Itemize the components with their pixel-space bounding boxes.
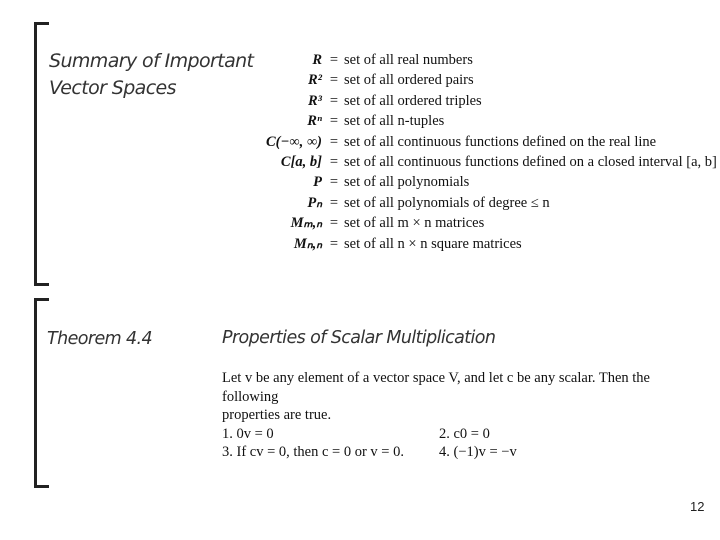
space-symbol: C(−∞, ∞) [265,133,322,150]
equals-sign: = [329,72,339,89]
space-definition: set of all ordered triples [344,92,482,109]
space-definition: set of all n-tuples [344,113,445,130]
summary-title-line1: Summary of Important [49,50,254,72]
equals-sign: = [329,133,339,150]
theorem-title: Properties of Scalar Multiplication [222,328,496,348]
theorem-body [222,369,704,462]
list-item [218,172,717,192]
list-item [218,213,717,233]
space-definition: set of all ordered pairs [344,72,474,89]
summary-title-line2: Vector Spaces [49,77,176,99]
list-item [218,91,717,111]
space-symbol: C[a, b] [280,153,322,170]
space-definition: set of all m × n matrices [344,215,485,232]
space-definition: set of all continuous functions defined on the real line [344,133,657,150]
property-item: 1. 0v = 0 [222,425,274,442]
property-list [222,425,704,462]
list-item [218,50,717,70]
property-item: 4. (−1)v = −v [439,444,517,460]
equals-sign: = [329,215,339,232]
summary-bracket [34,22,49,286]
space-symbol: Mₘ,ₙ [290,215,322,232]
list-item [218,234,717,254]
space-symbol: Rⁿ [307,113,322,130]
space-definition: set of all polynomials of degree ≤ n [344,194,550,211]
property-item: 3. If cv = 0, then c = 0 or v = 0. [222,444,404,460]
space-symbol: R [312,52,322,68]
equals-sign: = [329,52,339,68]
space-definition: set of all n × n square matrices [344,235,522,252]
theorem-label: Theorem 4.4 [47,329,153,349]
space-symbol: R² [307,72,322,89]
space-symbol: P [313,174,322,191]
equals-sign: = [329,153,339,170]
list-item [218,152,717,172]
property-item: 2. c0 = 0 [439,425,490,442]
equals-sign: = [329,174,339,191]
space-definition: set of all continuous functions defined on a closed interval [a, b] [344,153,717,170]
equals-sign: = [329,113,339,130]
space-definition: set of all real numbers [344,52,473,68]
space-symbol: R³ [307,92,322,109]
theorem-statement-line2: properties are true. [222,407,332,423]
list-item [218,70,717,90]
equals-sign: = [329,235,339,252]
equals-sign: = [329,92,339,109]
list-item [218,132,717,152]
space-symbol: Mₙ,ₙ [293,235,322,252]
list-item [218,111,717,131]
space-symbol: Pₙ [307,194,322,211]
space-definition: set of all polynomials [344,174,470,191]
equals-sign: = [329,194,339,211]
list-item [218,193,717,213]
theorem-statement-line1: Let v be any element of a vector space V, and let c be any scalar. Then the following [222,370,650,405]
page-number: 12 [690,499,705,514]
vector-space-list [218,50,717,254]
